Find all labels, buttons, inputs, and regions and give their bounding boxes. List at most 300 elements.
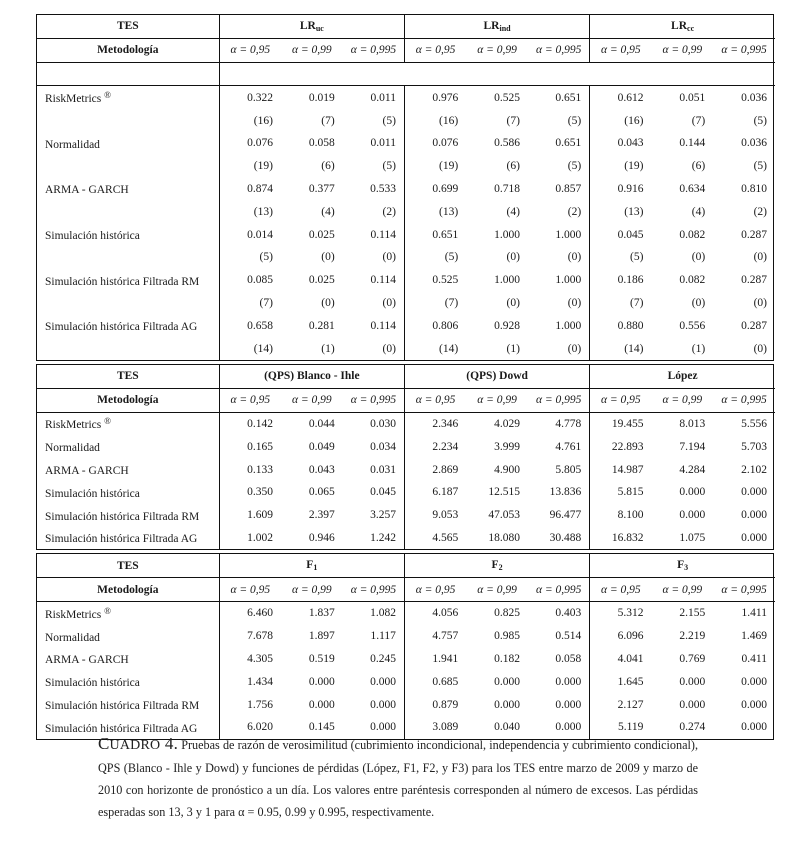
value-cell: 0.806 [432, 319, 459, 332]
value-cell: 0.144 [679, 137, 706, 150]
value-cell: 3.257 [343, 504, 405, 527]
value-cell: 0.034 [343, 435, 405, 458]
alpha-header: α = 0,95 [219, 578, 281, 602]
value-cell: 0.011 [343, 86, 405, 109]
value-cell: 0.040 [494, 721, 520, 734]
exceedance-cell: (0) [753, 296, 767, 309]
alpha-header: α = 0,95 [590, 38, 652, 62]
value-cell: 47.053 [488, 509, 520, 522]
exceedance-cell: (1) [321, 342, 335, 355]
value-cell: 0.045 [343, 481, 405, 504]
exceedance-cell: (5) [444, 251, 459, 264]
method-name: RiskMetrics ® [37, 412, 219, 435]
value-cell: 0.350 [247, 486, 273, 499]
value-cell: 0.036 [741, 137, 767, 150]
exceedance-cell: (4) [506, 205, 520, 218]
exceedance-cell: (0) [528, 292, 590, 315]
value-cell: 1.000 [494, 228, 520, 241]
table-row [37, 648, 775, 671]
value-cell: 9.053 [432, 509, 459, 522]
value-cell: 1.897 [308, 630, 335, 643]
exceedance-cell: (5) [528, 155, 590, 178]
exceedance-cell: (0) [753, 342, 767, 355]
value-cell: 0.916 [617, 182, 644, 195]
value-cell: 1.941 [432, 652, 459, 665]
group-header-row [37, 554, 775, 577]
value-cell: 0.133 [247, 463, 273, 476]
value-cell: 1.000 [528, 314, 590, 337]
group-header: (QPS) Blanco - Ihle [219, 365, 404, 388]
value-cell: 0.000 [494, 698, 520, 711]
method-name: Simulación histórica [37, 670, 219, 693]
value-cell: 3.089 [432, 721, 459, 734]
value-cell: 30.488 [528, 527, 590, 550]
exceedance-cell: (7) [691, 114, 706, 127]
method-name: RiskMetrics ® [37, 86, 219, 109]
value-cell: 0.699 [432, 182, 459, 195]
value-cell: 2.102 [741, 463, 767, 476]
method-name: Simulación histórica Filtrada AG [37, 527, 219, 550]
value-cell: 0.114 [343, 269, 405, 292]
alpha-header: α = 0,95 [404, 38, 466, 62]
value-cell: 0.533 [343, 178, 405, 201]
table-row [37, 412, 775, 435]
value-cell: 0.000 [343, 670, 405, 693]
value-cell: 0.000 [528, 716, 590, 739]
alpha-header: α = 0,95 [590, 578, 652, 602]
method-name: Simulación histórica [37, 223, 219, 246]
group-header-row [37, 365, 775, 388]
alpha-header: α = 0,995 [713, 388, 775, 412]
value-cell: 0.403 [528, 601, 590, 624]
method-name: ARMA - GARCH [37, 458, 219, 481]
value-cell: 1.645 [617, 675, 644, 688]
value-cell: 0.000 [679, 486, 706, 499]
exceedance-cell: (7) [444, 296, 459, 309]
method-name: Simulación histórica Filtrada AG [37, 314, 219, 337]
value-cell: 0.000 [528, 693, 590, 716]
exceedance-cell: (0) [528, 246, 590, 269]
exceedance-cell: (4) [691, 205, 706, 218]
value-cell: 0.810 [741, 182, 767, 195]
value-cell: 0.519 [308, 652, 335, 665]
value-cell: 0.377 [308, 182, 335, 195]
table-row [37, 178, 775, 201]
value-cell: 7.678 [247, 630, 273, 643]
value-cell: 0.000 [741, 698, 767, 711]
value-cell: 0.025 [308, 274, 335, 287]
value-cell: 0.880 [617, 319, 644, 332]
exceedance-cell: (0) [753, 251, 767, 264]
value-cell: 0.718 [494, 182, 520, 195]
exceedance-cell: (13) [253, 205, 273, 218]
value-cell: 0.928 [494, 319, 520, 332]
value-cell: 0.014 [247, 228, 273, 241]
value-cell: 0.658 [247, 319, 273, 332]
alpha-header: α = 0,95 [219, 388, 281, 412]
exceedance-cell: (5) [528, 109, 590, 132]
group-header: (QPS) Dowd [404, 365, 589, 388]
group-header: $F_2$ [404, 554, 589, 577]
group-header: $F_3$ [590, 554, 775, 577]
panel-table [37, 554, 775, 738]
value-cell: 4.900 [494, 463, 520, 476]
value-cell: 0.514 [528, 625, 590, 648]
value-cell: 0.612 [617, 91, 644, 104]
value-cell: 5.703 [741, 440, 767, 453]
value-cell: 0.031 [343, 458, 405, 481]
value-cell: 0.011 [343, 132, 405, 155]
value-cell: 1.000 [528, 223, 590, 246]
value-cell: 0.165 [247, 440, 273, 453]
value-cell: 0.000 [679, 509, 706, 522]
value-cell: 8.013 [679, 417, 706, 430]
value-cell: 1.242 [343, 527, 405, 550]
value-cell: 0.000 [679, 675, 706, 688]
exceedance-cell: (0) [691, 296, 706, 309]
value-cell: 0.769 [679, 652, 706, 665]
tes-label: TES [37, 15, 219, 38]
value-cell: 1.000 [494, 274, 520, 287]
value-cell: 0.000 [679, 698, 706, 711]
value-cell: 1.002 [247, 531, 273, 544]
exceedance-cell: (14) [439, 342, 459, 355]
exceedance-cell: (7) [321, 114, 335, 127]
method-name: Simulación histórica [37, 481, 219, 504]
value-cell: 0.281 [308, 319, 335, 332]
panel-table [37, 15, 775, 360]
value-cell: 4.761 [528, 435, 590, 458]
value-cell: 0.000 [741, 531, 767, 544]
value-cell: 1.117 [343, 625, 405, 648]
alpha-header-row [37, 388, 775, 412]
exceedance-cell: (0) [528, 337, 590, 360]
table-row [37, 693, 775, 716]
method-label: Metodología [37, 578, 219, 602]
group-header-row [37, 15, 775, 38]
value-cell: 2.869 [432, 463, 459, 476]
value-cell: 0.651 [528, 132, 590, 155]
table-row [37, 132, 775, 155]
group-header: $LR_{uc}$ [219, 15, 404, 38]
value-cell: 0.274 [679, 721, 706, 734]
value-cell: 1.000 [528, 269, 590, 292]
exceedance-cell: (13) [624, 205, 644, 218]
exceedance-cell: (0) [506, 296, 520, 309]
value-cell: 0.182 [494, 652, 520, 665]
value-cell: 4.029 [494, 417, 520, 430]
exceedance-row [37, 155, 775, 178]
exceedance-cell: (2) [528, 200, 590, 223]
exceedance-cell: (6) [691, 160, 706, 173]
alpha-header: α = 0,99 [651, 578, 713, 602]
alpha-header: α = 0,995 [528, 388, 590, 412]
panel-loss-functions [36, 553, 774, 739]
panel-qps-lopez [36, 364, 774, 550]
table-row [37, 269, 775, 292]
exceedance-cell: (6) [506, 160, 520, 173]
method-name: RiskMetrics ® [37, 601, 219, 624]
value-cell: 0.000 [741, 675, 767, 688]
alpha-header-row [37, 578, 775, 602]
value-cell: 22.893 [611, 440, 644, 453]
exceedance-cell: (0) [343, 246, 405, 269]
table-row [37, 86, 775, 109]
value-cell: 0.025 [308, 228, 335, 241]
table-row [37, 314, 775, 337]
value-cell: 0.043 [617, 137, 644, 150]
method-label: Metodología [37, 38, 219, 62]
value-cell: 0.525 [494, 91, 520, 104]
exceedance-row [37, 337, 775, 360]
exceedance-cell: (5) [259, 251, 273, 264]
alpha-header: α = 0,95 [590, 388, 652, 412]
exceedance-cell: (2) [343, 200, 405, 223]
alpha-header: α = 0,995 [713, 38, 775, 62]
value-cell: 0.145 [308, 721, 335, 734]
exceedance-cell: (4) [321, 205, 335, 218]
exceedance-cell: (13) [439, 205, 459, 218]
exceedance-cell: (0) [321, 251, 335, 264]
value-cell: 4.056 [432, 607, 459, 620]
value-cell: 3.999 [494, 440, 520, 453]
method-name: Normalidad [37, 132, 219, 155]
alpha-header: α = 0,995 [528, 578, 590, 602]
value-cell: 1.609 [247, 509, 273, 522]
value-cell: 1.082 [343, 601, 405, 624]
value-cell: 6.187 [432, 486, 459, 499]
alpha-header: α = 0,99 [651, 388, 713, 412]
value-cell: 6.020 [247, 721, 273, 734]
method-label: Metodología [37, 388, 219, 412]
value-cell: 5.556 [741, 417, 767, 430]
exceedance-cell: (5) [630, 251, 644, 264]
method-name: ARMA - GARCH [37, 648, 219, 671]
value-cell: 0.857 [528, 178, 590, 201]
value-cell: 14.987 [611, 463, 644, 476]
value-cell: 1.469 [741, 630, 767, 643]
value-cell: 0.065 [308, 486, 335, 499]
group-header: $LR_{ind}$ [404, 15, 589, 38]
exceedance-cell: (0) [343, 292, 405, 315]
value-cell: 0.082 [679, 274, 706, 287]
value-cell: 0.586 [494, 137, 520, 150]
results-table [36, 14, 774, 740]
value-cell: 0.000 [494, 675, 520, 688]
value-cell: 4.041 [617, 652, 644, 665]
value-cell: 0.287 [741, 319, 767, 332]
exceedance-cell: (5) [343, 155, 405, 178]
value-cell: 0.000 [741, 721, 767, 734]
table-row [37, 481, 775, 504]
value-cell: 4.565 [432, 531, 459, 544]
value-cell: 1.411 [741, 607, 767, 620]
alpha-header: α = 0,99 [281, 388, 343, 412]
group-header: $F_1$ [219, 554, 404, 577]
method-name: Simulación histórica Filtrada RM [37, 269, 219, 292]
value-cell: 5.805 [528, 458, 590, 481]
value-cell: 19.455 [611, 417, 644, 430]
method-name: Simulación histórica Filtrada AG [37, 716, 219, 739]
value-cell: 0.076 [247, 137, 273, 150]
table-row [37, 527, 775, 550]
table-caption [98, 733, 698, 823]
value-cell: 0.634 [679, 182, 706, 195]
method-name: ARMA - GARCH [37, 178, 219, 201]
value-cell: 2.155 [679, 607, 706, 620]
value-cell: 0.044 [308, 417, 335, 430]
value-cell: 2.127 [617, 698, 644, 711]
exceedance-cell: (16) [439, 114, 459, 127]
method-name: Simulación histórica Filtrada RM [37, 504, 219, 527]
tes-label: TES [37, 554, 219, 577]
value-cell: 0.049 [308, 440, 335, 453]
exceedance-cell: (7) [630, 296, 644, 309]
alpha-header: α = 0,995 [343, 38, 405, 62]
value-cell: 0.051 [679, 91, 706, 104]
value-cell: 5.815 [617, 486, 644, 499]
value-cell: 0.142 [247, 417, 273, 430]
value-cell: 12.515 [488, 486, 520, 499]
alpha-header: α = 0,95 [404, 388, 466, 412]
alpha-header: α = 0,995 [713, 578, 775, 602]
table-row [37, 458, 775, 481]
value-cell: 18.080 [488, 531, 520, 544]
value-cell: 6.096 [617, 630, 644, 643]
exceedance-row [37, 246, 775, 269]
exceedance-cell: (19) [439, 160, 459, 173]
exceedance-cell: (16) [624, 114, 644, 127]
alpha-header: α = 0,995 [528, 38, 590, 62]
exceedance-cell: (0) [691, 251, 706, 264]
exceedance-row [37, 109, 775, 132]
value-cell: 0.525 [432, 274, 459, 287]
exceedance-cell: (14) [624, 342, 644, 355]
value-cell: 96.477 [528, 504, 590, 527]
exceedance-cell: (6) [321, 160, 335, 173]
value-cell: 5.119 [617, 721, 644, 734]
exceedance-cell: (0) [506, 251, 520, 264]
value-cell: 0.245 [343, 648, 405, 671]
caption-text: Pruebas de razón de verosimilitud (cubrimiento incondicional, independencia y cubrimiento condicional), QPS (Blanco - Ihle y Dowd) y funciones de pérdidas (López, F1, F2, y F3) para los TES entre marzo de 2009 y marzo de 2010 con horizonte de pronóstico a un día. Los valores entre paréntesis corresponden al número de excesos. Las pérdidas esperadas son 13, 3 y 1 para α = 0.95, 0.99 y 0.995, respectivamente. [98, 738, 699, 819]
value-cell: 13.836 [528, 481, 590, 504]
exceedance-cell: (5) [753, 114, 767, 127]
value-cell: 0.946 [308, 531, 335, 544]
value-cell: 5.312 [617, 607, 644, 620]
value-cell: 0.879 [432, 698, 459, 711]
value-cell: 0.825 [494, 607, 520, 620]
table-row [37, 601, 775, 624]
value-cell: 0.114 [343, 314, 405, 337]
exceedance-cell: (1) [506, 342, 520, 355]
caption-label: CUADRO 4. [98, 734, 179, 753]
alpha-header: α = 0,95 [219, 38, 281, 62]
panel-lr-tests [36, 14, 774, 361]
value-cell: 0.036 [741, 91, 767, 104]
value-cell: 0.085 [247, 274, 273, 287]
value-cell: 0.000 [343, 693, 405, 716]
value-cell: 4.778 [528, 412, 590, 435]
alpha-header: α = 0,99 [466, 578, 528, 602]
exceedance-cell: (7) [259, 296, 273, 309]
value-cell: 0.685 [432, 675, 459, 688]
panel-table [37, 365, 775, 549]
value-cell: 0.058 [528, 648, 590, 671]
exceedance-row [37, 292, 775, 315]
value-cell: 2.219 [679, 630, 706, 643]
value-cell: 0.082 [679, 228, 706, 241]
value-cell: 0.076 [432, 137, 459, 150]
value-cell: 0.651 [528, 86, 590, 109]
table-row [37, 223, 775, 246]
group-header: López [590, 365, 775, 388]
exceedance-cell: (0) [343, 337, 405, 360]
method-name: Normalidad [37, 435, 219, 458]
value-cell: 16.832 [611, 531, 644, 544]
value-cell: 0.287 [741, 228, 767, 241]
value-cell: 0.000 [741, 509, 767, 522]
alpha-header: α = 0,99 [281, 578, 343, 602]
exceedance-cell: (5) [753, 160, 767, 173]
method-name: Normalidad [37, 625, 219, 648]
alpha-header-row [37, 38, 775, 62]
value-cell: 0.019 [308, 91, 335, 104]
alpha-header: α = 0,99 [651, 38, 713, 62]
group-header: $LR_{cc}$ [590, 15, 775, 38]
value-cell: 0.322 [247, 91, 273, 104]
table-row [37, 435, 775, 458]
value-cell: 0.000 [343, 716, 405, 739]
alpha-header: α = 0,99 [466, 388, 528, 412]
exceedance-cell: (5) [343, 109, 405, 132]
value-cell: 0.000 [308, 675, 335, 688]
value-cell: 4.305 [247, 652, 273, 665]
alpha-header: α = 0,995 [343, 388, 405, 412]
exceedance-cell: (7) [506, 114, 520, 127]
exceedance-cell: (14) [253, 342, 273, 355]
alpha-header: α = 0,99 [466, 38, 528, 62]
value-cell: 0.058 [308, 137, 335, 150]
value-cell: 0.030 [343, 412, 405, 435]
value-cell: 8.100 [617, 509, 644, 522]
exceedance-cell: (2) [753, 205, 767, 218]
value-cell: 1.434 [247, 675, 273, 688]
value-cell: 0.114 [343, 223, 405, 246]
exceedance-cell: (1) [691, 342, 706, 355]
value-cell: 0.000 [308, 698, 335, 711]
value-cell: 0.043 [308, 463, 335, 476]
value-cell: 4.757 [432, 630, 459, 643]
value-cell: 0.556 [679, 319, 706, 332]
table-row [37, 625, 775, 648]
value-cell: 0.411 [741, 652, 767, 665]
value-cell: 0.186 [617, 274, 644, 287]
alpha-header: α = 0,95 [404, 578, 466, 602]
value-cell: 1.756 [247, 698, 273, 711]
value-cell: 0.985 [494, 630, 520, 643]
tes-label: TES [37, 365, 219, 388]
value-cell: 0.000 [528, 670, 590, 693]
value-cell: 1.075 [679, 531, 706, 544]
value-cell: 0.045 [617, 228, 644, 241]
value-cell: 7.194 [679, 440, 706, 453]
value-cell: 2.397 [308, 509, 335, 522]
exceedance-cell: (0) [321, 296, 335, 309]
value-cell: 1.837 [308, 607, 335, 620]
value-cell: 4.284 [679, 463, 706, 476]
method-name: Simulación histórica Filtrada RM [37, 693, 219, 716]
value-cell: 6.460 [247, 607, 273, 620]
